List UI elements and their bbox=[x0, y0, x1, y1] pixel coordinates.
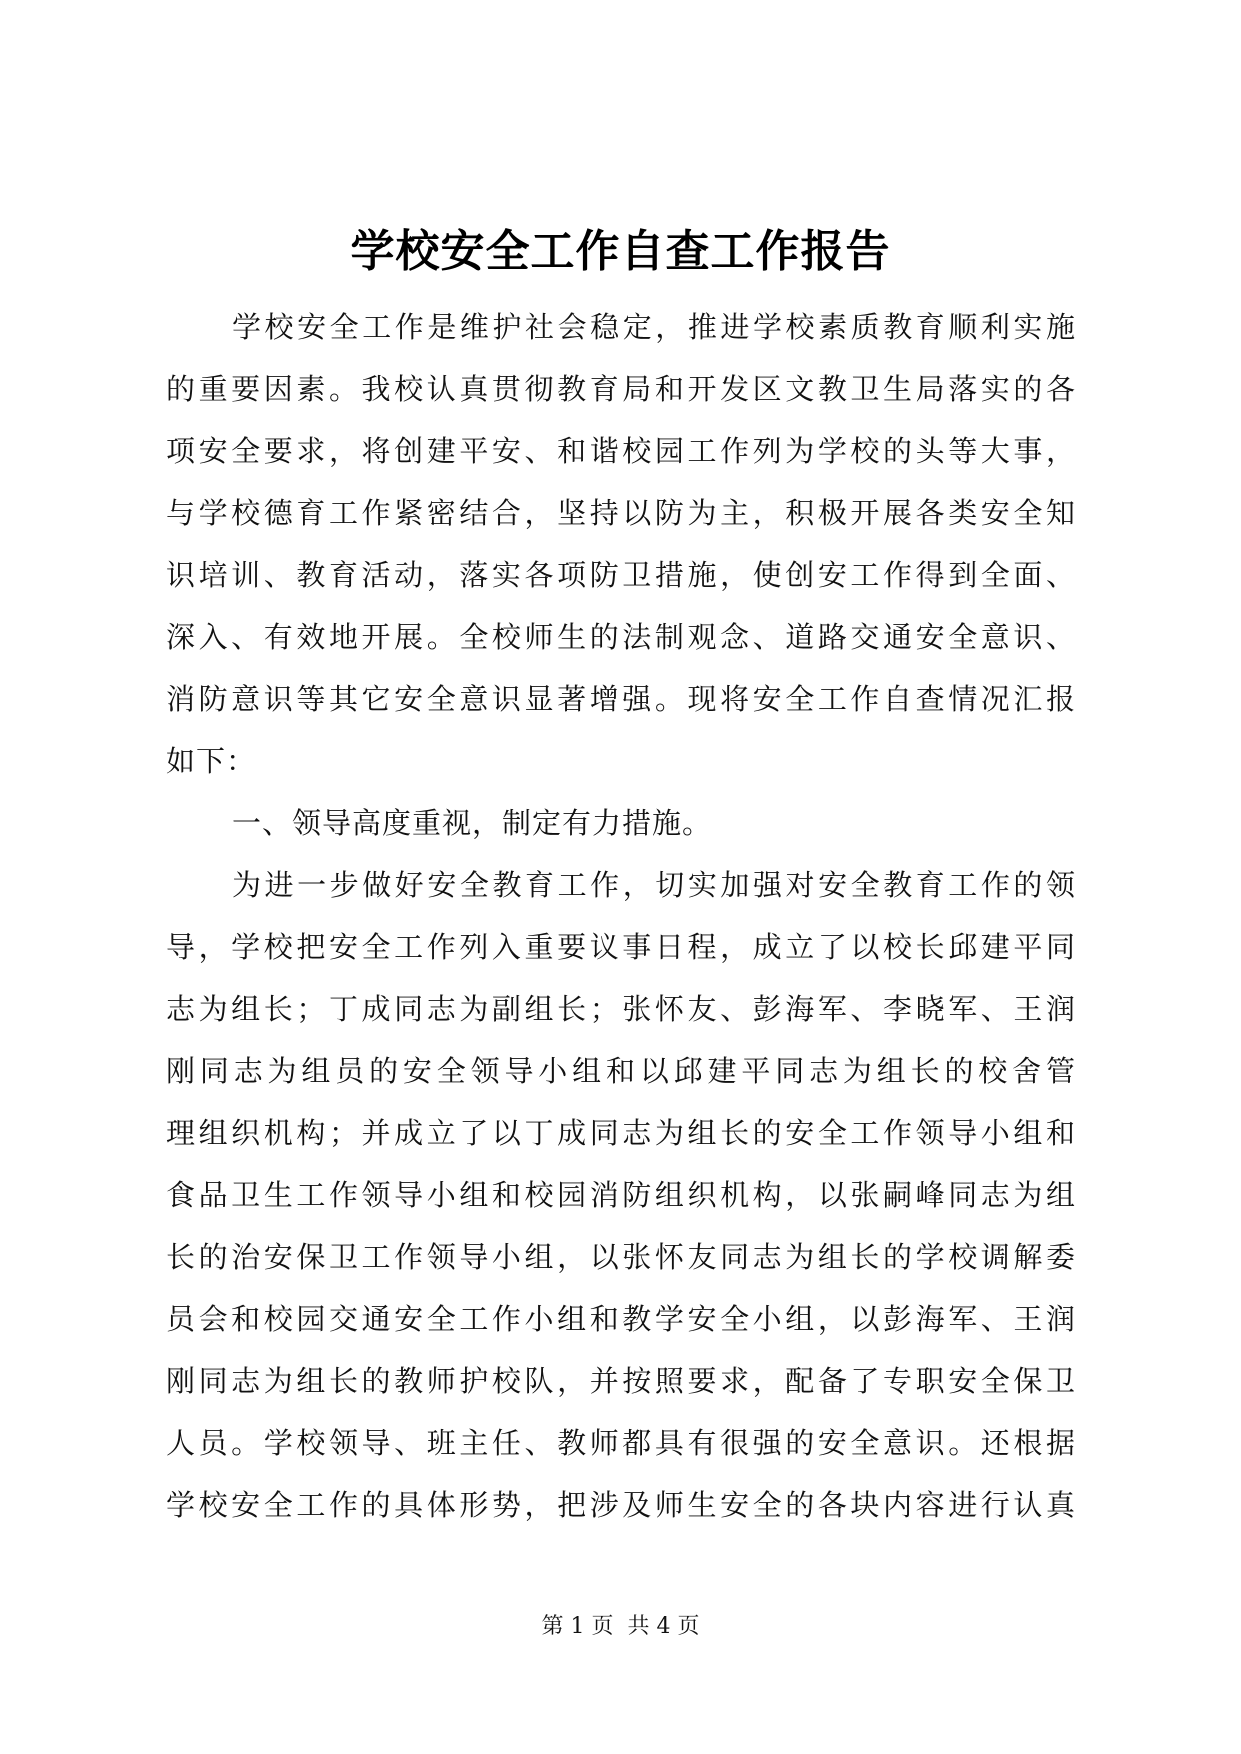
page-number: 第 1 页 bbox=[541, 1614, 614, 1639]
document-body bbox=[166, 296, 1076, 1536]
body-line: 消防意识等其它安全意识显著增强。现将安全工作自查情况汇报 bbox=[166, 682, 1076, 716]
body-line: 长的治安保卫工作领导小组，以张怀友同志为组长的学校调解委 bbox=[166, 1240, 1076, 1274]
body-line: 为进一步做好安全教育工作，切实加强对安全教育工作的领 bbox=[232, 868, 1076, 902]
body-line: 刚同志为组员的安全领导小组和以邱建平同志为组长的校舍管 bbox=[166, 1054, 1076, 1088]
page-total: 共 4 页 bbox=[627, 1614, 700, 1639]
body-line: 食品卫生工作领导小组和校园消防组织机构，以张嗣峰同志为组 bbox=[166, 1178, 1076, 1212]
body-line: 识培训、教育活动，落实各项防卫措施，使创安工作得到全面、 bbox=[166, 558, 1076, 592]
page-footer bbox=[0, 1612, 1241, 1642]
body-line: 理组织机构；并成立了以丁成同志为组长的安全工作领导小组和 bbox=[166, 1116, 1076, 1150]
body-line: 导，学校把安全工作列入重要议事日程，成立了以校长邱建平同 bbox=[166, 930, 1076, 964]
body-line: 志为组长；丁成同志为副组长；张怀友、彭海军、李晓军、王润 bbox=[166, 992, 1076, 1026]
body-line: 如下： bbox=[166, 744, 257, 778]
document-title: 学校安全工作自查工作报告 bbox=[350, 226, 891, 277]
body-line: 项安全要求，将创建平安、和谐校园工作列为学校的头等大事， bbox=[166, 434, 1076, 468]
body-line: 的重要因素。我校认真贯彻教育局和开发区文教卫生局落实的各 bbox=[166, 372, 1076, 406]
body-line: 深入、有效地开展。全校师生的法制观念、道路交通安全意识、 bbox=[166, 620, 1076, 654]
body-line: 员会和校园交通安全工作小组和教学安全小组，以彭海军、王润 bbox=[166, 1302, 1076, 1336]
section-heading: 一、领导高度重视，制定有力措施。 bbox=[232, 806, 713, 840]
body-line: 学校安全工作的具体形势，把涉及师生安全的各块内容进行认真 bbox=[166, 1488, 1076, 1522]
body-line: 学校安全工作是维护社会稳定，推进学校素质教育顺利实施 bbox=[232, 310, 1076, 344]
body-line: 人员。学校领导、班主任、教师都具有很强的安全意识。还根据 bbox=[166, 1426, 1076, 1460]
body-line: 与学校德育工作紧密结合，坚持以防为主，积极开展各类安全知 bbox=[166, 496, 1076, 530]
body-line: 刚同志为组长的教师护校队，并按照要求，配备了专职安全保卫 bbox=[166, 1364, 1076, 1398]
